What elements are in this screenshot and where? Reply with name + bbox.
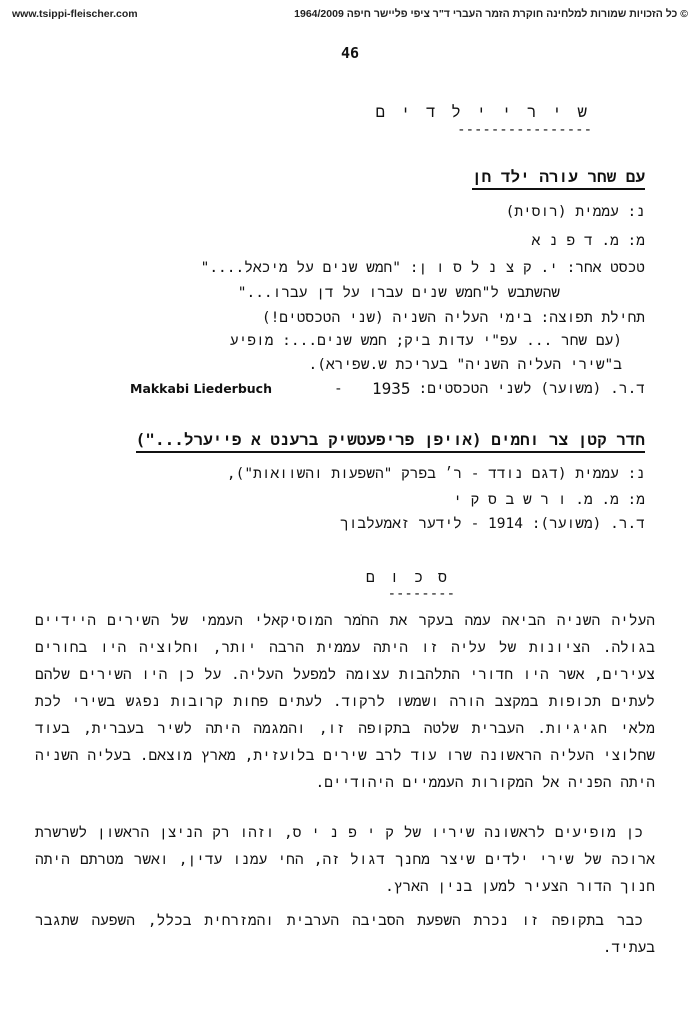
song2-title: חדר קטן צר וחמים (אויפן פריפעטשיק ברענט א פייערל...") xyxy=(136,430,645,453)
song1-line: מ: מ. ד פ נ א xyxy=(531,233,645,249)
summary-title-underline: -------- xyxy=(387,586,455,602)
song1-line: טכסט אחר: י. ק צ נ ל ס ו ן: "חמש שנים על מיכאל...." xyxy=(200,260,645,276)
song2-line: ד.ר. (משוער): 1914 - לידער זאמעלבוך xyxy=(340,516,645,532)
summary-title: ס כ ו ם xyxy=(365,568,450,586)
song2-line: מ: מ. מ. ו ר ש ב ס ק י xyxy=(453,492,645,508)
song1-date-year: 1935 xyxy=(372,379,411,398)
song1-line: שהשתבש ל"חמש שנים עברו על דן עברו..." xyxy=(237,285,560,301)
song1-line: (עם שחר ... עפ"י עדות ביק; חמש שנים...: מופיע xyxy=(229,333,622,349)
summary-paragraph: העליה השניה הביאה עמה בעקר את החֹמר המוסיקאלי העממי של השירים היידיים בגולה. הציונות של עליה זו היתה עממית הרבה יותר, וחלוציה היו בחורים צעירים, אשר היו חדורי התלהבות עצומה למפעל העליה. על כן היו השירים שלהם לעתים תכופות במקצב הורה ושמשו לרקוד. לעתים פחות קרובות נפגש בשירי לכת מלאי חגיגיות. העברית שלטה בתקופה זו, והמגמה היתה לשיר בעברית, בעוד שחלוצי העליה הראשונה שרו עוד לרב שירים בלועזית, מארץ מוצאם. בעליה השניה היתה הפניה אל המקורות העממיים היהודיים. xyxy=(35,613,655,791)
song2-line: נ: עממית (דגם נודד - ר׳ בפרק "השפעות והשוואות"), xyxy=(226,466,645,482)
song1-date-label: ד.ר. (משוער) לשני הטכסטים: xyxy=(418,381,645,397)
section-title-underline: ---------------- xyxy=(457,122,592,138)
song1-title: עם שחר עורה ילד חן xyxy=(472,167,645,190)
copyright-notice: © כל הזכויות שמורות למלחינה חוקרת הזמר העברי ד"ר ציפי פליישר חיפה 1964/2009 xyxy=(294,8,688,20)
summary-paragraph: כבר בתקופה זו נכרת השפעת הסביבה הערבית והמזרחית בכלל, השפעה שתגבר בעתיד. xyxy=(35,913,655,956)
section-title: ש י ר י י ל ד י ם xyxy=(375,102,590,121)
song1-line: ב"שירי העליה השניה" בעריכת ש.שפירא). xyxy=(308,357,622,373)
song1-date-source: Makkabi Liederbuch xyxy=(130,381,272,396)
page-number: 46 xyxy=(340,44,360,62)
song1-date-dash: - xyxy=(334,381,343,397)
song1-line: תחילת תפוצה: בימי העליה השניה (שני הטכסטים!) xyxy=(261,310,645,326)
song1-line: נ: עממית (רוסית) xyxy=(505,204,645,220)
website-url[interactable]: www.tsippi-fleischer.com xyxy=(12,8,138,20)
summary-paragraph: כן מופיעים לראשונה שיריו של ק י פ נ י ס, וזהו רק הניצן הראשון לשרשרת ארוכה של שירי ילדים שיצר מחנך דגול זה, החי עמנו עדין, ואשר מטרתם היתה חנוך הדור הצעיר למען בנין הארץ. xyxy=(35,825,655,895)
